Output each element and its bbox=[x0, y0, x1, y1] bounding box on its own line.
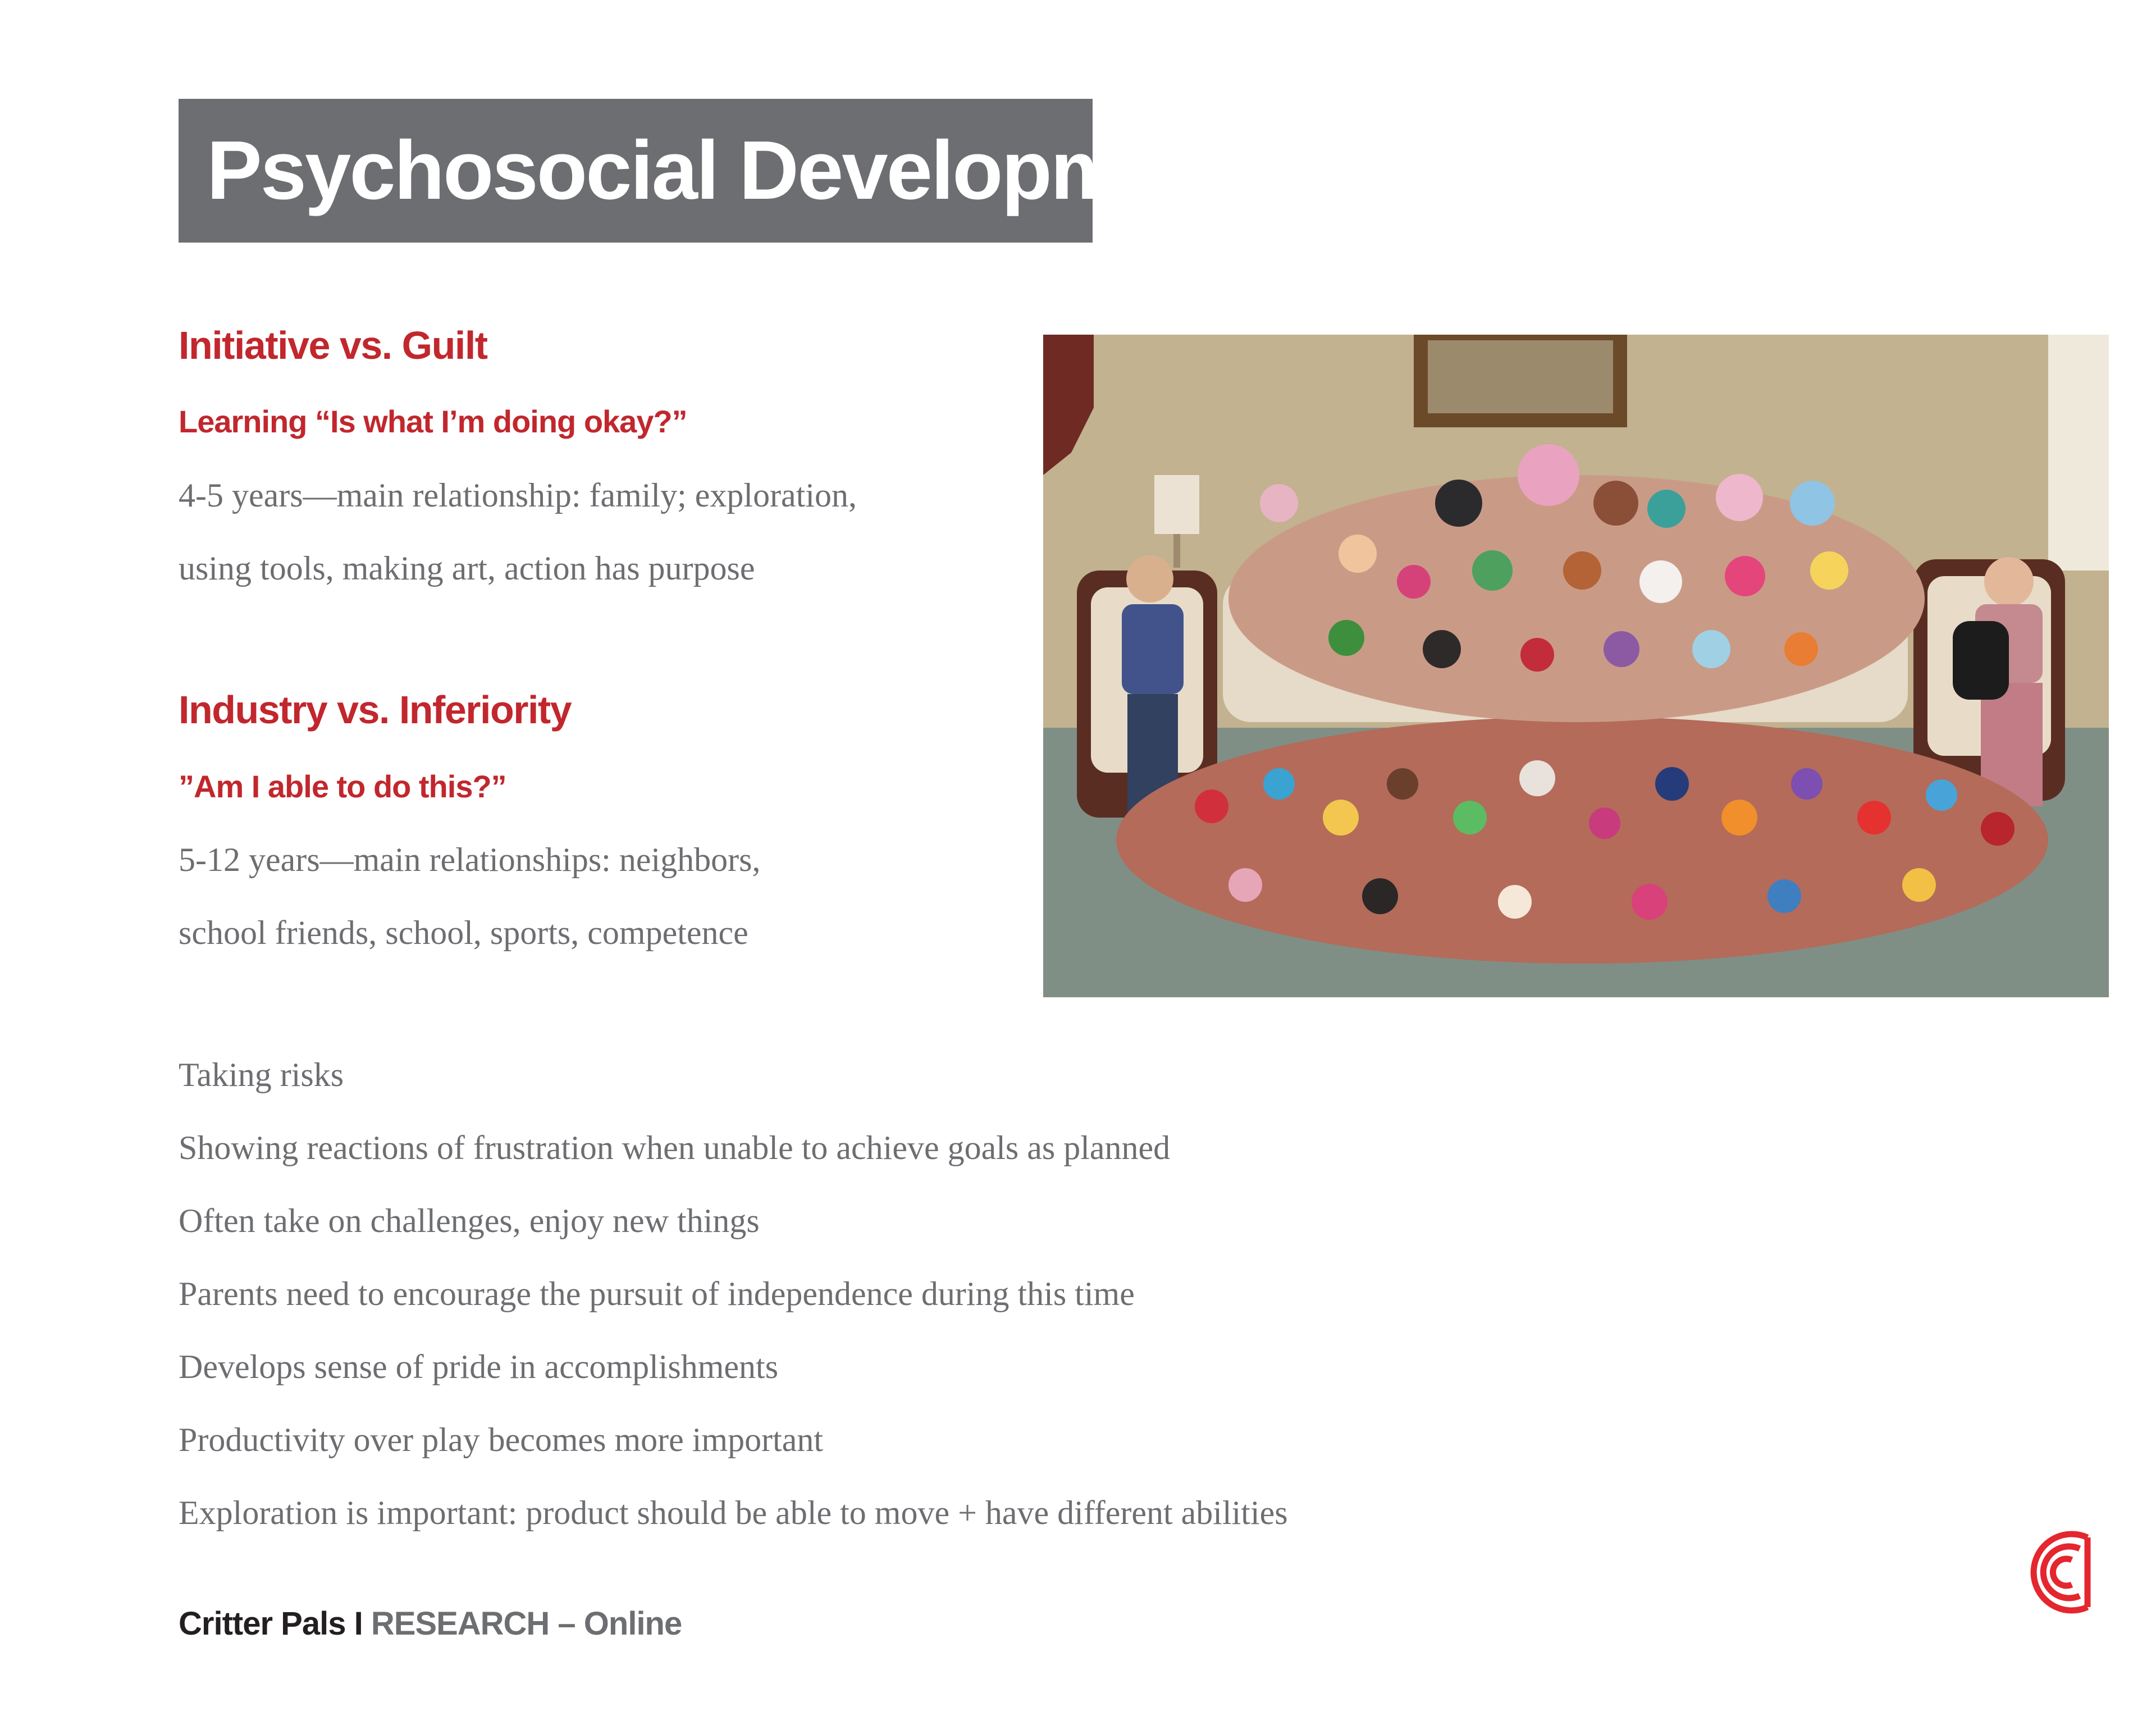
section-line: school friends, school, sports, competence bbox=[179, 914, 748, 951]
note-line: Showing reactions of frustration when unable to achieve goals as planned bbox=[179, 1129, 1171, 1166]
note-line: Taking risks bbox=[179, 1056, 344, 1093]
note-line: Develops sense of pride in accomplishments bbox=[179, 1348, 779, 1385]
section-heading-industry: Industry vs. Inferiority bbox=[179, 688, 572, 732]
page-title: Psychosocial Development bbox=[207, 124, 1243, 217]
page-title-bar bbox=[179, 99, 1243, 243]
photo-illustration bbox=[1043, 335, 2109, 997]
footer bbox=[179, 1605, 682, 1642]
section-line: 4-5 years—main relationship: family; exploration, bbox=[179, 477, 857, 514]
section-subheading-industry: ”Am I able to do this?” bbox=[179, 769, 506, 804]
section-heading-initiative: Initiative vs. Guilt bbox=[179, 323, 487, 367]
footer-brand: Critter Pals I bbox=[179, 1605, 371, 1642]
section-line: 5-12 years—main relationships: neighbors, bbox=[179, 841, 761, 878]
section-subheading-initiative: Learning “Is what I’m doing okay?” bbox=[179, 404, 687, 439]
footer-section: RESEARCH – Online bbox=[371, 1605, 682, 1642]
section-line: using tools, making art, action has purpose bbox=[179, 550, 755, 587]
plush-collection-photo bbox=[1043, 335, 2109, 997]
note-line: Exploration is important: product should be able to move + have different abilities bbox=[179, 1494, 1288, 1531]
note-line: Parents need to encourage the pursuit of independence during this time bbox=[179, 1275, 1135, 1312]
note-line: Productivity over play becomes more important bbox=[179, 1421, 824, 1458]
note-line: Often take on challenges, enjoy new things bbox=[179, 1202, 760, 1239]
concentric-c-logo-icon bbox=[2021, 1516, 2100, 1628]
